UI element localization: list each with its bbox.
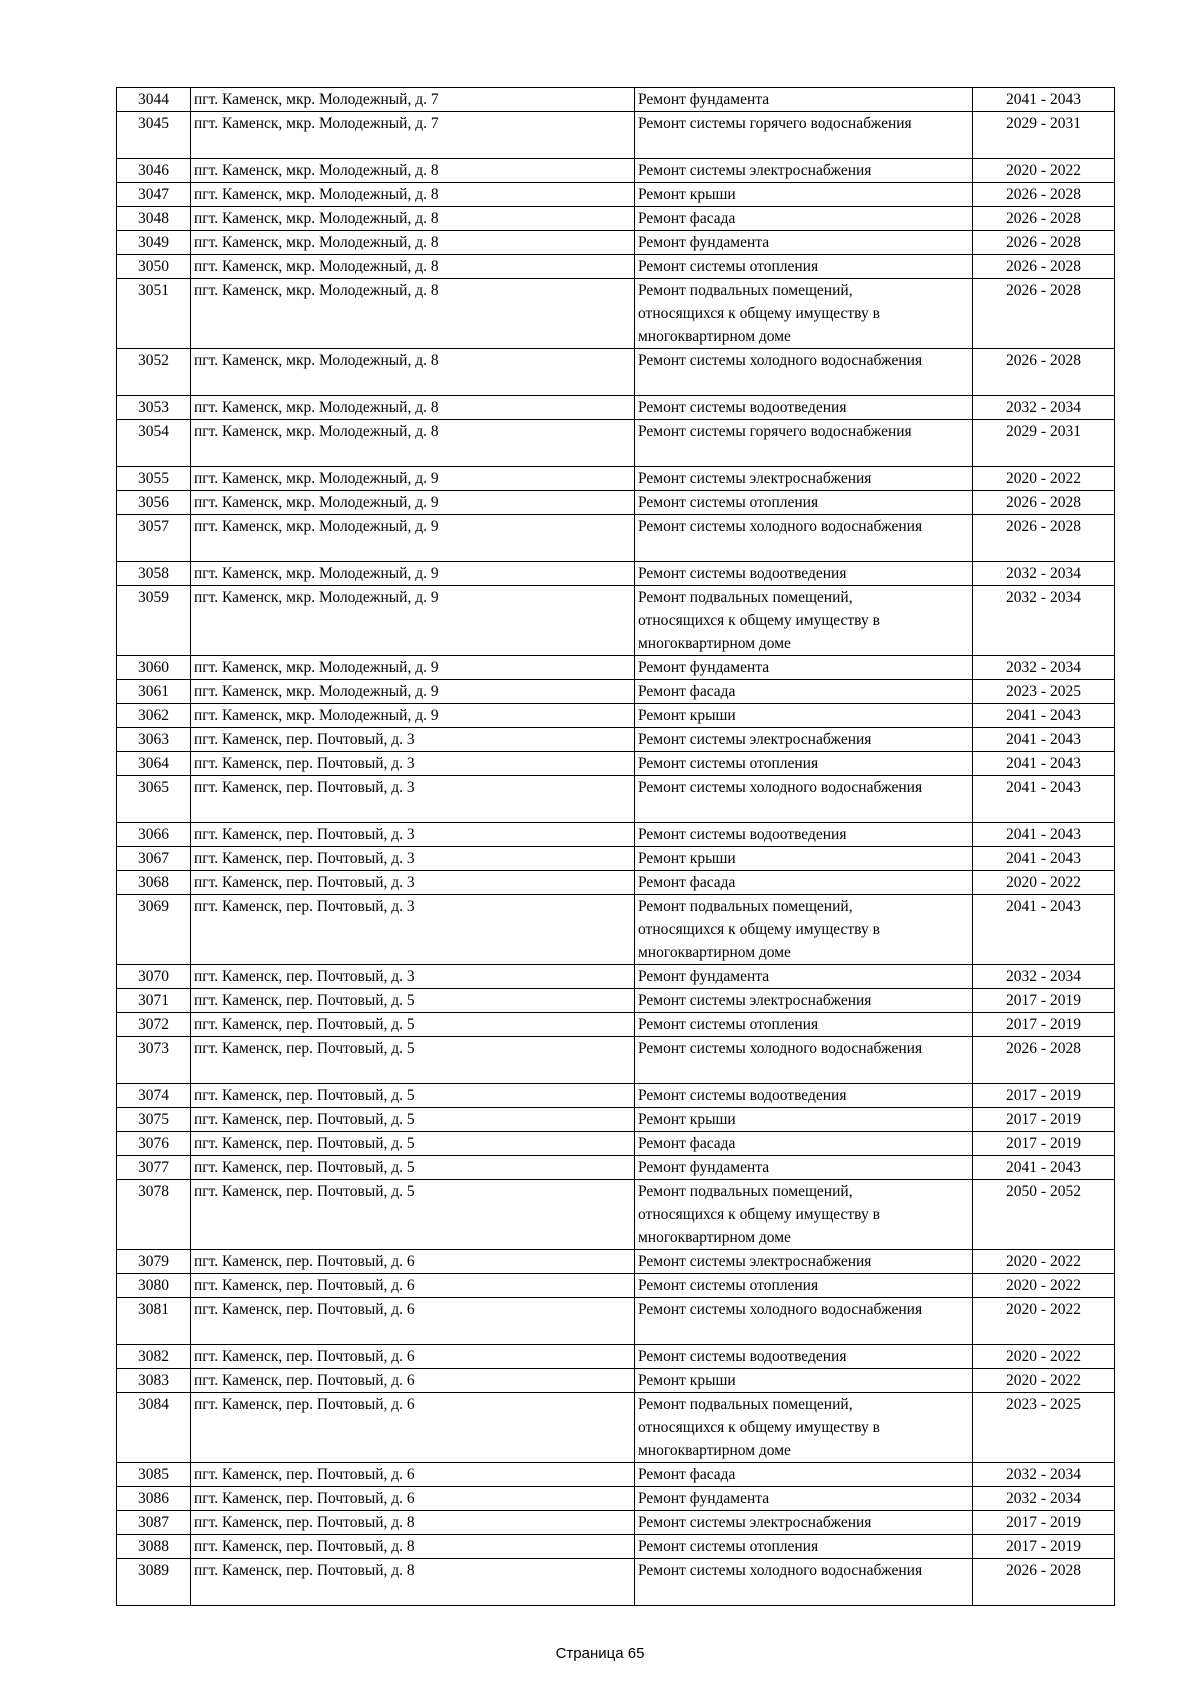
row-number-cell: 3089 bbox=[117, 1559, 191, 1606]
row-number-cell: 3073 bbox=[117, 1037, 191, 1084]
address-cell: пгт. Каменск, пер. Почтовый, д. 3 bbox=[191, 752, 635, 776]
period-cell: 2020 - 2022 bbox=[973, 1369, 1115, 1393]
row-number-cell: 3054 bbox=[117, 420, 191, 467]
address-cell: пгт. Каменск, пер. Почтовый, д. 6 bbox=[191, 1393, 635, 1463]
address-cell: пгт. Каменск, пер. Почтовый, д. 5 bbox=[191, 1013, 635, 1037]
address-cell: пгт. Каменск, пер. Почтовый, д. 5 bbox=[191, 1108, 635, 1132]
period-cell: 2041 - 2043 bbox=[973, 847, 1115, 871]
period-cell: 2020 - 2022 bbox=[973, 159, 1115, 183]
address-cell: пгт. Каменск, пер. Почтовый, д. 3 bbox=[191, 728, 635, 752]
address-cell: пгт. Каменск, пер. Почтовый, д. 6 bbox=[191, 1298, 635, 1345]
works-table-body bbox=[117, 88, 1115, 1606]
table-row bbox=[117, 965, 1115, 989]
table-row bbox=[117, 1180, 1115, 1250]
work-type-cell: Ремонт системы электроснабжения bbox=[635, 728, 973, 752]
period-cell: 2017 - 2019 bbox=[973, 1511, 1115, 1535]
work-type-cell: Ремонт фасада bbox=[635, 871, 973, 895]
address-cell: пгт. Каменск, пер. Почтовый, д. 6 bbox=[191, 1250, 635, 1274]
address-cell: пгт. Каменск, мкр. Молодежный, д. 9 bbox=[191, 467, 635, 491]
address-cell: пгт. Каменск, пер. Почтовый, д. 6 bbox=[191, 1369, 635, 1393]
work-type-cell: Ремонт крыши bbox=[635, 704, 973, 728]
table-row bbox=[117, 1084, 1115, 1108]
period-cell: 2017 - 2019 bbox=[973, 1535, 1115, 1559]
table-row bbox=[117, 420, 1115, 467]
work-type-cell: Ремонт подвальных помещений, относящихся к общему имуществу в многоквартирном доме bbox=[635, 1180, 973, 1250]
address-cell: пгт. Каменск, мкр. Молодежный, д. 9 bbox=[191, 680, 635, 704]
row-number-cell: 3065 bbox=[117, 776, 191, 823]
row-number-cell: 3060 bbox=[117, 656, 191, 680]
row-number-cell: 3059 bbox=[117, 586, 191, 656]
table-row bbox=[117, 989, 1115, 1013]
table-row bbox=[117, 515, 1115, 562]
address-cell: пгт. Каменск, мкр. Молодежный, д. 8 bbox=[191, 396, 635, 420]
work-type-cell: Ремонт системы электроснабжения bbox=[635, 1250, 973, 1274]
row-number-cell: 3053 bbox=[117, 396, 191, 420]
row-number-cell: 3088 bbox=[117, 1535, 191, 1559]
period-cell: 2017 - 2019 bbox=[973, 989, 1115, 1013]
table-row bbox=[117, 1298, 1115, 1345]
row-number-cell: 3057 bbox=[117, 515, 191, 562]
table-row bbox=[117, 491, 1115, 515]
work-type-cell: Ремонт фундамента bbox=[635, 231, 973, 255]
row-number-cell: 3064 bbox=[117, 752, 191, 776]
row-number-cell: 3069 bbox=[117, 895, 191, 965]
work-type-cell: Ремонт крыши bbox=[635, 847, 973, 871]
table-row bbox=[117, 231, 1115, 255]
table-row bbox=[117, 183, 1115, 207]
work-type-cell: Ремонт системы электроснабжения bbox=[635, 989, 973, 1013]
period-cell: 2029 - 2031 bbox=[973, 112, 1115, 159]
period-cell: 2017 - 2019 bbox=[973, 1084, 1115, 1108]
row-number-cell: 3085 bbox=[117, 1463, 191, 1487]
address-cell: пгт. Каменск, пер. Почтовый, д. 3 bbox=[191, 895, 635, 965]
address-cell: пгт. Каменск, пер. Почтовый, д. 3 bbox=[191, 823, 635, 847]
address-cell: пгт. Каменск, мкр. Молодежный, д. 8 bbox=[191, 255, 635, 279]
work-type-cell: Ремонт фундамента bbox=[635, 656, 973, 680]
table-row bbox=[117, 1511, 1115, 1535]
period-cell: 2020 - 2022 bbox=[973, 1274, 1115, 1298]
table-row bbox=[117, 1037, 1115, 1084]
row-number-cell: 3046 bbox=[117, 159, 191, 183]
table-row bbox=[117, 823, 1115, 847]
period-cell: 2032 - 2034 bbox=[973, 586, 1115, 656]
period-cell: 2041 - 2043 bbox=[973, 752, 1115, 776]
period-cell: 2041 - 2043 bbox=[973, 88, 1115, 112]
period-cell: 2026 - 2028 bbox=[973, 1559, 1115, 1606]
address-cell: пгт. Каменск, мкр. Молодежный, д. 8 bbox=[191, 349, 635, 396]
period-cell: 2041 - 2043 bbox=[973, 728, 1115, 752]
address-cell: пгт. Каменск, пер. Почтовый, д. 8 bbox=[191, 1559, 635, 1606]
row-number-cell: 3084 bbox=[117, 1393, 191, 1463]
table-row bbox=[117, 847, 1115, 871]
address-cell: пгт. Каменск, пер. Почтовый, д. 5 bbox=[191, 1037, 635, 1084]
table-row bbox=[117, 1156, 1115, 1180]
work-type-cell: Ремонт подвальных помещений, относящихся к общему имуществу в многоквартирном доме bbox=[635, 895, 973, 965]
table-row bbox=[117, 728, 1115, 752]
work-type-cell: Ремонт фундамента bbox=[635, 1487, 973, 1511]
period-cell: 2041 - 2043 bbox=[973, 823, 1115, 847]
address-cell: пгт. Каменск, мкр. Молодежный, д. 7 bbox=[191, 88, 635, 112]
table-row bbox=[117, 656, 1115, 680]
address-cell: пгт. Каменск, мкр. Молодежный, д. 8 bbox=[191, 420, 635, 467]
table-row bbox=[117, 1108, 1115, 1132]
row-number-cell: 3080 bbox=[117, 1274, 191, 1298]
address-cell: пгт. Каменск, пер. Почтовый, д. 5 bbox=[191, 1180, 635, 1250]
table-row bbox=[117, 1369, 1115, 1393]
table-row bbox=[117, 871, 1115, 895]
row-number-cell: 3067 bbox=[117, 847, 191, 871]
row-number-cell: 3076 bbox=[117, 1132, 191, 1156]
work-type-cell: Ремонт системы холодного водоснабжения bbox=[635, 1559, 973, 1606]
page-number: Страница 65 bbox=[555, 1645, 645, 1662]
period-cell: 2032 - 2034 bbox=[973, 656, 1115, 680]
row-number-cell: 3052 bbox=[117, 349, 191, 396]
work-type-cell: Ремонт подвальных помещений, относящихся к общему имуществу в многоквартирном доме bbox=[635, 1393, 973, 1463]
period-cell: 2026 - 2028 bbox=[973, 491, 1115, 515]
table-row bbox=[117, 586, 1115, 656]
address-cell: пгт. Каменск, пер. Почтовый, д. 5 bbox=[191, 1132, 635, 1156]
work-type-cell: Ремонт системы отопления bbox=[635, 1274, 973, 1298]
table-row bbox=[117, 776, 1115, 823]
address-cell: пгт. Каменск, пер. Почтовый, д. 5 bbox=[191, 989, 635, 1013]
address-cell: пгт. Каменск, мкр. Молодежный, д. 8 bbox=[191, 231, 635, 255]
work-type-cell: Ремонт системы водоотведения bbox=[635, 1345, 973, 1369]
row-number-cell: 3055 bbox=[117, 467, 191, 491]
row-number-cell: 3082 bbox=[117, 1345, 191, 1369]
table-row bbox=[117, 467, 1115, 491]
work-type-cell: Ремонт крыши bbox=[635, 1369, 973, 1393]
address-cell: пгт. Каменск, пер. Почтовый, д. 5 bbox=[191, 1156, 635, 1180]
period-cell: 2017 - 2019 bbox=[973, 1132, 1115, 1156]
work-type-cell: Ремонт системы водоотведения bbox=[635, 396, 973, 420]
address-cell: пгт. Каменск, мкр. Молодежный, д. 8 bbox=[191, 207, 635, 231]
works-table bbox=[116, 87, 1115, 1606]
work-type-cell: Ремонт системы водоотведения bbox=[635, 562, 973, 586]
period-cell: 2026 - 2028 bbox=[973, 183, 1115, 207]
work-type-cell: Ремонт системы холодного водоснабжения bbox=[635, 349, 973, 396]
address-cell: пгт. Каменск, мкр. Молодежный, д. 9 bbox=[191, 586, 635, 656]
table-row bbox=[117, 680, 1115, 704]
period-cell: 2041 - 2043 bbox=[973, 704, 1115, 728]
table-row bbox=[117, 349, 1115, 396]
work-type-cell: Ремонт системы отопления bbox=[635, 255, 973, 279]
row-number-cell: 3083 bbox=[117, 1369, 191, 1393]
row-number-cell: 3075 bbox=[117, 1108, 191, 1132]
period-cell: 2017 - 2019 bbox=[973, 1108, 1115, 1132]
row-number-cell: 3072 bbox=[117, 1013, 191, 1037]
table-row bbox=[117, 752, 1115, 776]
row-number-cell: 3050 bbox=[117, 255, 191, 279]
address-cell: пгт. Каменск, пер. Почтовый, д. 3 bbox=[191, 871, 635, 895]
work-type-cell: Ремонт системы электроснабжения bbox=[635, 467, 973, 491]
address-cell: пгт. Каменск, пер. Почтовый, д. 6 bbox=[191, 1487, 635, 1511]
table-row bbox=[117, 159, 1115, 183]
period-cell: 2020 - 2022 bbox=[973, 1250, 1115, 1274]
work-type-cell: Ремонт системы горячего водоснабжения bbox=[635, 420, 973, 467]
period-cell: 2041 - 2043 bbox=[973, 895, 1115, 965]
address-cell: пгт. Каменск, пер. Почтовый, д. 6 bbox=[191, 1345, 635, 1369]
row-number-cell: 3074 bbox=[117, 1084, 191, 1108]
table-row bbox=[117, 704, 1115, 728]
table-row bbox=[117, 1535, 1115, 1559]
work-type-cell: Ремонт системы водоотведения bbox=[635, 1084, 973, 1108]
address-cell: пгт. Каменск, пер. Почтовый, д. 6 bbox=[191, 1463, 635, 1487]
period-cell: 2032 - 2034 bbox=[973, 965, 1115, 989]
address-cell: пгт. Каменск, мкр. Молодежный, д. 9 bbox=[191, 491, 635, 515]
period-cell: 2020 - 2022 bbox=[973, 871, 1115, 895]
row-number-cell: 3051 bbox=[117, 279, 191, 349]
table-row bbox=[117, 1274, 1115, 1298]
row-number-cell: 3081 bbox=[117, 1298, 191, 1345]
work-type-cell: Ремонт системы горячего водоснабжения bbox=[635, 112, 973, 159]
address-cell: пгт. Каменск, пер. Почтовый, д. 5 bbox=[191, 1084, 635, 1108]
period-cell: 2020 - 2022 bbox=[973, 467, 1115, 491]
work-type-cell: Ремонт системы отопления bbox=[635, 1535, 973, 1559]
address-cell: пгт. Каменск, мкр. Молодежный, д. 8 bbox=[191, 279, 635, 349]
row-number-cell: 3058 bbox=[117, 562, 191, 586]
period-cell: 2026 - 2028 bbox=[973, 1037, 1115, 1084]
row-number-cell: 3071 bbox=[117, 989, 191, 1013]
period-cell: 2029 - 2031 bbox=[973, 420, 1115, 467]
address-cell: пгт. Каменск, пер. Почтовый, д. 3 bbox=[191, 965, 635, 989]
row-number-cell: 3061 bbox=[117, 680, 191, 704]
table-row bbox=[117, 112, 1115, 159]
table-row bbox=[117, 255, 1115, 279]
table-row bbox=[117, 88, 1115, 112]
work-type-cell: Ремонт системы холодного водоснабжения bbox=[635, 776, 973, 823]
work-type-cell: Ремонт системы отопления bbox=[635, 1013, 973, 1037]
period-cell: 2023 - 2025 bbox=[973, 1393, 1115, 1463]
address-cell: пгт. Каменск, пер. Почтовый, д. 6 bbox=[191, 1274, 635, 1298]
row-number-cell: 3062 bbox=[117, 704, 191, 728]
work-type-cell: Ремонт фасада bbox=[635, 680, 973, 704]
work-type-cell: Ремонт фасада bbox=[635, 1132, 973, 1156]
period-cell: 2032 - 2034 bbox=[973, 1487, 1115, 1511]
row-number-cell: 3049 bbox=[117, 231, 191, 255]
address-cell: пгт. Каменск, мкр. Молодежный, д. 9 bbox=[191, 562, 635, 586]
work-type-cell: Ремонт фундамента bbox=[635, 1156, 973, 1180]
table-row bbox=[117, 279, 1115, 349]
row-number-cell: 3063 bbox=[117, 728, 191, 752]
period-cell: 2023 - 2025 bbox=[973, 680, 1115, 704]
period-cell: 2026 - 2028 bbox=[973, 349, 1115, 396]
work-type-cell: Ремонт системы холодного водоснабжения bbox=[635, 515, 973, 562]
row-number-cell: 3079 bbox=[117, 1250, 191, 1274]
row-number-cell: 3077 bbox=[117, 1156, 191, 1180]
work-type-cell: Ремонт крыши bbox=[635, 183, 973, 207]
period-cell: 2041 - 2043 bbox=[973, 1156, 1115, 1180]
row-number-cell: 3045 bbox=[117, 112, 191, 159]
work-type-cell: Ремонт подвальных помещений, относящихся к общему имуществу в многоквартирном доме bbox=[635, 586, 973, 656]
work-type-cell: Ремонт системы отопления bbox=[635, 752, 973, 776]
row-number-cell: 3044 bbox=[117, 88, 191, 112]
work-type-cell: Ремонт фасада bbox=[635, 1463, 973, 1487]
table-row bbox=[117, 1250, 1115, 1274]
period-cell: 2026 - 2028 bbox=[973, 279, 1115, 349]
period-cell: 2026 - 2028 bbox=[973, 207, 1115, 231]
work-type-cell: Ремонт фасада bbox=[635, 207, 973, 231]
row-number-cell: 3086 bbox=[117, 1487, 191, 1511]
table-row bbox=[117, 1013, 1115, 1037]
work-type-cell: Ремонт подвальных помещений, относящихся к общему имуществу в многоквартирном доме bbox=[635, 279, 973, 349]
table-row bbox=[117, 1463, 1115, 1487]
work-type-cell: Ремонт системы отопления bbox=[635, 491, 973, 515]
table-row bbox=[117, 562, 1115, 586]
row-number-cell: 3087 bbox=[117, 1511, 191, 1535]
row-number-cell: 3068 bbox=[117, 871, 191, 895]
address-cell: пгт. Каменск, пер. Почтовый, д. 3 bbox=[191, 776, 635, 823]
period-cell: 2017 - 2019 bbox=[973, 1013, 1115, 1037]
work-type-cell: Ремонт системы электроснабжения bbox=[635, 1511, 973, 1535]
row-number-cell: 3047 bbox=[117, 183, 191, 207]
table-row bbox=[117, 1559, 1115, 1606]
table-row bbox=[117, 1393, 1115, 1463]
period-cell: 2020 - 2022 bbox=[973, 1298, 1115, 1345]
period-cell: 2032 - 2034 bbox=[973, 396, 1115, 420]
address-cell: пгт. Каменск, мкр. Молодежный, д. 9 bbox=[191, 656, 635, 680]
work-type-cell: Ремонт фундамента bbox=[635, 88, 973, 112]
address-cell: пгт. Каменск, пер. Почтовый, д. 8 bbox=[191, 1535, 635, 1559]
address-cell: пгт. Каменск, мкр. Молодежный, д. 8 bbox=[191, 183, 635, 207]
work-type-cell: Ремонт системы электроснабжения bbox=[635, 159, 973, 183]
work-type-cell: Ремонт системы холодного водоснабжения bbox=[635, 1298, 973, 1345]
period-cell: 2020 - 2022 bbox=[973, 1345, 1115, 1369]
table-row bbox=[117, 396, 1115, 420]
row-number-cell: 3056 bbox=[117, 491, 191, 515]
address-cell: пгт. Каменск, мкр. Молодежный, д. 8 bbox=[191, 159, 635, 183]
address-cell: пгт. Каменск, мкр. Молодежный, д. 7 bbox=[191, 112, 635, 159]
table-row bbox=[117, 207, 1115, 231]
table-row bbox=[117, 895, 1115, 965]
address-cell: пгт. Каменск, мкр. Молодежный, д. 9 bbox=[191, 704, 635, 728]
period-cell: 2026 - 2028 bbox=[973, 231, 1115, 255]
period-cell: 2050 - 2052 bbox=[973, 1180, 1115, 1250]
period-cell: 2032 - 2034 bbox=[973, 562, 1115, 586]
row-number-cell: 3070 bbox=[117, 965, 191, 989]
work-type-cell: Ремонт системы холодного водоснабжения bbox=[635, 1037, 973, 1084]
period-cell: 2032 - 2034 bbox=[973, 1463, 1115, 1487]
row-number-cell: 3078 bbox=[117, 1180, 191, 1250]
row-number-cell: 3048 bbox=[117, 207, 191, 231]
work-type-cell: Ремонт системы водоотведения bbox=[635, 823, 973, 847]
period-cell: 2041 - 2043 bbox=[973, 776, 1115, 823]
table-row bbox=[117, 1487, 1115, 1511]
period-cell: 2026 - 2028 bbox=[973, 255, 1115, 279]
table-row bbox=[117, 1132, 1115, 1156]
work-type-cell: Ремонт крыши bbox=[635, 1108, 973, 1132]
address-cell: пгт. Каменск, мкр. Молодежный, д. 9 bbox=[191, 515, 635, 562]
work-type-cell: Ремонт фундамента bbox=[635, 965, 973, 989]
row-number-cell: 3066 bbox=[117, 823, 191, 847]
table-row bbox=[117, 1345, 1115, 1369]
period-cell: 2026 - 2028 bbox=[973, 515, 1115, 562]
address-cell: пгт. Каменск, пер. Почтовый, д. 8 bbox=[191, 1511, 635, 1535]
address-cell: пгт. Каменск, пер. Почтовый, д. 3 bbox=[191, 847, 635, 871]
